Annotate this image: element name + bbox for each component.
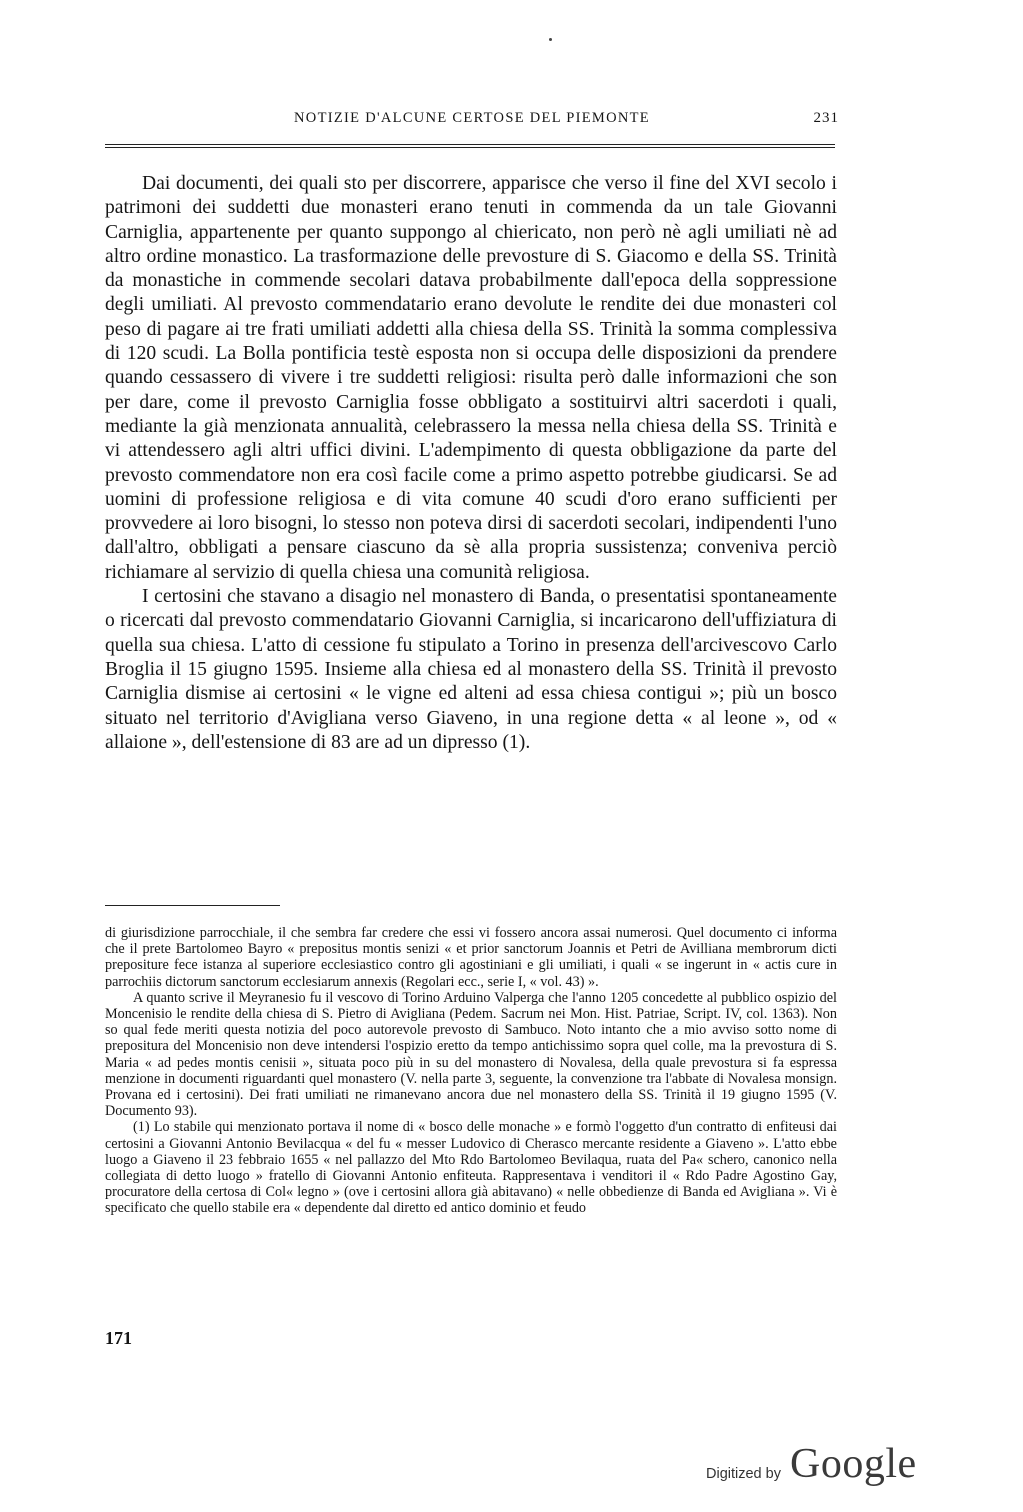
running-title: NOTIZIE D'ALCUNE CERTOSE DEL PIEMONTE (294, 110, 650, 126)
footnote-rule (105, 905, 280, 906)
signature-mark: 171 (105, 1328, 132, 1348)
paragraph: Dai documenti, dei quali sto per discorrere, apparisce che verso il fine del XVI secolo i patrimoni dei suddetti due monasteri erano tenuti in commenda da un tale Giovanni Carniglia, appartenente per quanto suppongo al chiericato, non però nè agli umiliati nè ad altro ordine monastico. La trasformazione delle prevosture di S. Giacomo e della SS. Trinità da monastiche in commende secolari datava probabilmente dall'epoca della soppressione degli umiliati. Al prevosto commendatario erano devolute le rendite dei due monasteri col peso di pagare ai tre frati umiliati addetti alla chiesa della SS. Trinità la somma complessiva di 120 scudi. La Bolla pontificia testè esposta non si occupa delle disposizioni da prendere quando cessassero di vivere i tre suddetti religiosi: risulta però dalle informazioni che son per dare, come il prevosto Carniglia fosse obbligato a sostituirvi altri sacerdoti i quali, mediante la già menzionata annualità, celebrassero la messa nella chiesa della SS. Trinità e vi attendessero agli altri uffici divini. L'adempimento di questa obbligazione da parte del prevosto commendatore non era così facile come a primo aspetto potrebbe giudicarsi. Se ad uomini di professione religiosa e di vita comune 40 scudi d'oro erano sufficienti per provvedere ai loro bisogni, lo stesso non poteva dirsi di sacerdoti secolari, indipendenti l'uno dall'altro, obbligati a pensare ciascuno da sè alla propria sussistenza; conveniva perciò richiamare al servizio di quella chiesa una comunità religiosa. (105, 173, 837, 583)
header-rule (105, 144, 835, 148)
footnote-paragraph: A quanto scrive il Meyranesio fu il vescovo di Torino Arduino Valperga che l'anno 1205 concedette al pubblico ospizio del Moncenisio le rendite della chiesa di S. Pietro di Avigliana (Pedem. Sacrum nei Mon. Hist. Patriae, Script. IV, col. 1363). Non so qual fede meriti questa notizia del poco autorevole prevosto di Sambuco. Noto intanto che a mio avviso sotto nome di prepositura del Moncenisio non deve intendersi l'ospizio eretto da tempo antichissimo sopra quel colle, ma la prevostura di S. Maria « ad pedes montis cenisii », situata poco più in su del monastero di Novalesa, della quale prevostura si fa espressa menzione in documenti riguardanti quel monastero (V. nella parte 3, seguente, la convenzione tra l'abbate di Novalesa monsign. Provana ed i certosini). Dei frati umiliati ne rimanevano ancora due nel monastero della SS. Trinità il 19 giugno 1595 (V. Documento 93). (105, 989, 837, 1120)
page-number: 231 (813, 110, 839, 126)
page-header (105, 110, 839, 132)
scan-speck (549, 38, 552, 41)
main-text (105, 172, 837, 755)
digitized-label: Digitized by (706, 1466, 781, 1482)
google-logo: Google (790, 1441, 917, 1487)
footnote-1: (1) Lo stabile qui menzionato portava il nome di « bosco delle monache » e formò l'oggetto d'un contratto di enfiteusi dai certosini a Giovanni Antonio Bevilacqua « del fu « messer Ludovico di Cherasco mercante residente a Giaveno ». L'atto ebbe luogo a Giaveno il 23 febbraio 1655 « nel pallazzo del Mto Rdo Bartolomeo Bevilaqua, ruata del Pa« schero, canonico nella collegiata di detto luogo » fratello di Giovanni Antonio enfiteuta. Rappresentava i venditori il « Rdo Padre Agostino Gay, procuratore della certosa di Col« legno » (ove i certosini allora già abitavano) « nelle obbedienze di Banda ed Avigliana ». Vi è specificato che quello stabile era « dependente dal diretto ed antico dominio et feudo (105, 1119, 837, 1217)
footnotes (105, 925, 837, 1217)
footnote-continuation: di giurisdizione parrocchiale, il che sembra far credere che essi vi fossero ancora assai numerosi. Quel documento ci informa che il prete Bartolomeo Bayro « prepositus montis senizi « et prior sanctorum Joannis et Petri de Avilliana membrorum dicti prepositure fece istanza al superiore ecclesiastico contro gli agostiniani e gli umiliati, i quali « se ingerunt in « actis cure in parrochiis dictorum sanctorum ecclesiarum annexis (Regolari ecc., serie I, « vol. 43) ». (105, 925, 837, 990)
paragraph: I certosini che stavano a disagio nel monastero di Banda, o presentatisi spontaneamente o ricercati dal prevosto commendatario Giovanni Carniglia, si incaricarono dell'uffiziatura di quella sua chiesa. L'atto di cessione fu stipulato a Torino in presenza dell'arcivescovo Carlo Broglia il 15 giugno 1595. Insieme alla chiesa ed al monastero della SS. Trinità il prevosto Carniglia dismise ai certosini « le vigne ed alteni ad essa chiesa contigui »; più un bosco situato nel territorio d'Avigliana verso Giaveno, in una regione detta « al leone », od « allaione », dell'estensione di 83 are ad un dipresso (1). (105, 586, 837, 753)
digitized-by-watermark (706, 1440, 916, 1490)
